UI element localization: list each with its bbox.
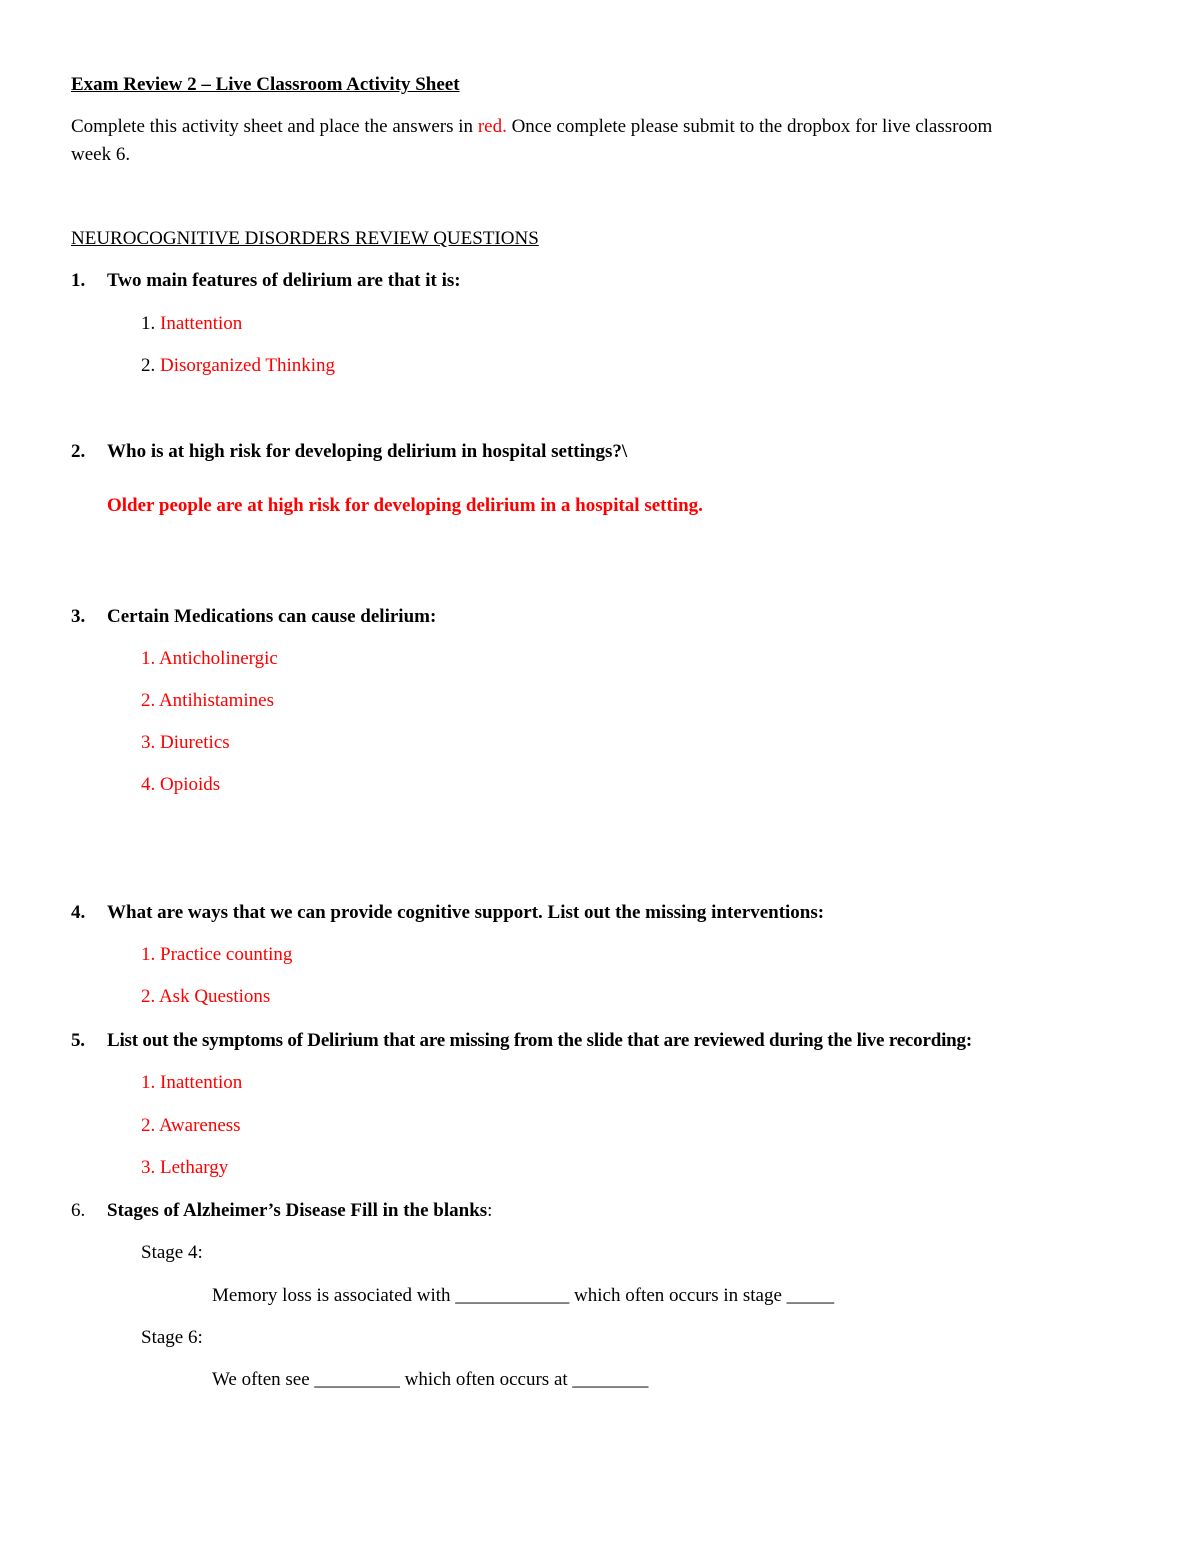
- answer-item: 3. Lethargy: [141, 1157, 229, 1178]
- answer-item: 4. Opioids: [141, 774, 221, 795]
- answer-text: Awareness: [158, 1115, 241, 1136]
- stage-4-label: Stage 4:: [141, 1242, 203, 1263]
- question-number: 6.: [71, 1200, 86, 1221]
- question-4: [71, 903, 824, 922]
- question-text: Stages of Alzheimer’s Disease Fill in the blanks: [107, 1200, 488, 1221]
- answer-item: 1. Anticholinergic: [141, 648, 278, 669]
- answer-text: Disorganized Thinking: [160, 355, 336, 376]
- intro-line-2: week 6.: [71, 144, 131, 165]
- answer-item: 2. Disorganized Thinking: [141, 355, 336, 376]
- question-number: 3.: [71, 606, 86, 627]
- question-5: [71, 1031, 972, 1050]
- question-number: 4.: [71, 902, 86, 923]
- answer-item: 3. Diuretics: [141, 732, 230, 753]
- question-6: [71, 1201, 492, 1220]
- question-1: [71, 271, 461, 290]
- question-text: Certain Medications can cause delirium:: [107, 606, 437, 627]
- answer-text: Older people are at high risk for developing delirium in a hospital setting.: [107, 495, 703, 516]
- answer-item: 1. Inattention: [141, 313, 243, 334]
- answer-text: Inattention: [160, 1072, 243, 1093]
- section-heading: NEUROCOGNITIVE DISORDERS REVIEW QUESTIONS: [71, 228, 539, 249]
- question-number: 1.: [71, 270, 86, 291]
- question-colon: :: [487, 1200, 493, 1221]
- intro-red-word: red.: [477, 116, 507, 137]
- question-text: Two main features of delirium are that it is:: [107, 270, 461, 291]
- intro-text-1: Complete this activity sheet and place the answers in: [71, 116, 478, 137]
- stage-6-label: Stage 6:: [141, 1327, 203, 1348]
- answer-text: Lethargy: [160, 1157, 229, 1178]
- question-2: [71, 442, 627, 461]
- stage-4-blank-text: Memory loss is associated with ____________ which often occurs in stage _____: [212, 1285, 835, 1306]
- answer-item: 1. Inattention: [141, 1072, 243, 1093]
- answer-text: Ask Questions: [158, 986, 271, 1007]
- answer-text: Inattention: [160, 313, 243, 334]
- answer-item: 2. Antihistamines: [141, 690, 275, 711]
- document-title: Exam Review 2 – Live Classroom Activity Sheet: [71, 74, 460, 95]
- stage-6-blank-text: We often see _________ which often occurs at ________: [212, 1369, 649, 1390]
- intro-text-2: Once complete please submit to the dropbox for live classroom: [506, 116, 993, 137]
- answer-text: Anticholinergic: [158, 648, 278, 669]
- question-text: Who is at high risk for developing delirium in hospital settings?\: [107, 441, 628, 462]
- answer-item: 2. Ask Questions: [141, 986, 271, 1007]
- answer-text: Opioids: [160, 774, 221, 795]
- question-3: [71, 607, 436, 626]
- question-text: What are ways that we can provide cognitive support. List out the missing interventions:: [107, 902, 825, 923]
- question-text: List out the symptoms of Delirium that are missing from the slide that are reviewed during the live recording:: [107, 1030, 972, 1051]
- intro-line-1: [71, 117, 992, 136]
- answer-item: 1. Practice counting: [141, 944, 293, 965]
- question-number: 2.: [71, 441, 86, 462]
- answer-text: Antihistamines: [158, 690, 275, 711]
- question-number: 5.: [71, 1030, 85, 1051]
- answer-text: Diuretics: [160, 732, 230, 753]
- answer-text: Practice counting: [160, 944, 293, 965]
- answer-item: 2. Awareness: [141, 1115, 241, 1136]
